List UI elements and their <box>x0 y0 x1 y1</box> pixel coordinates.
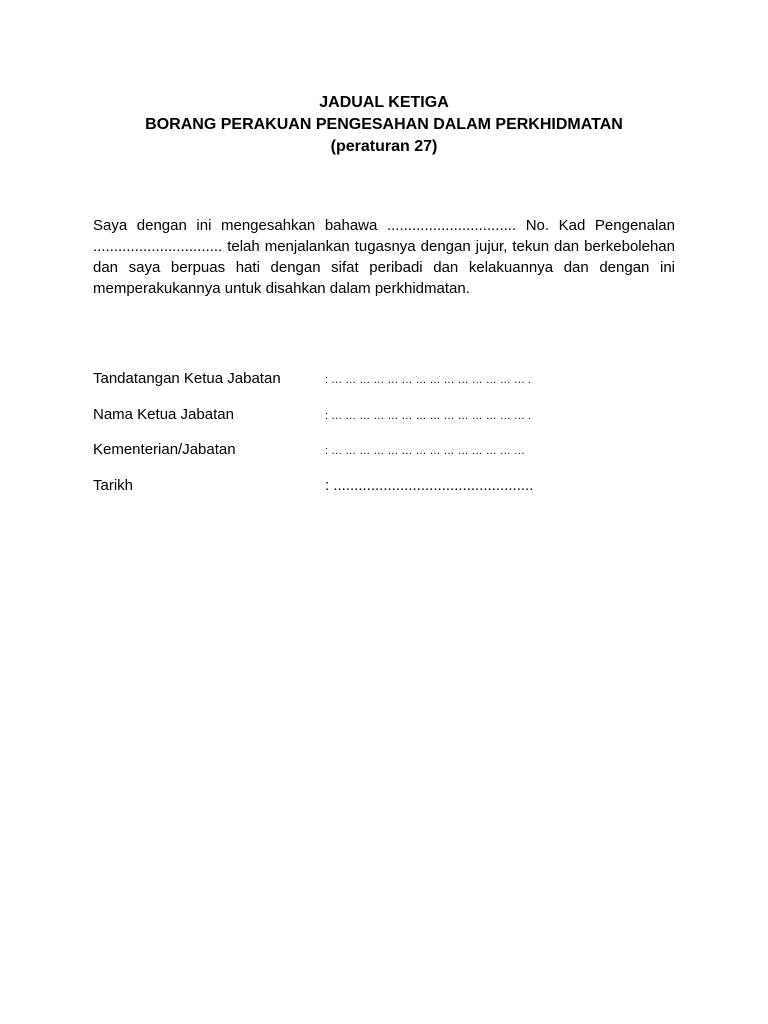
field-blank-date: : ................................................ <box>325 476 534 494</box>
form-title: BORANG PERAKUAN PENGESAHAN DALAM PERKHIDMATAN <box>145 116 623 133</box>
field-label-ministry: Kementerian/Jabatan <box>93 441 236 458</box>
field-row-name <box>93 404 675 440</box>
field-label-date: Tarikh <box>93 476 134 494</box>
field-label-name: Nama Ketua Jabatan <box>93 405 234 423</box>
field-blank-signature: : … … … … … … … … … … … … … … . <box>325 374 531 386</box>
field-row-signature <box>93 368 675 404</box>
field-blank-name: : … … … … … … … … … … … … … … . <box>325 409 531 422</box>
certification-paragraph: Saya dengan ini mengesahkan bahawa ............................... No. Kad Pengenalan ............................... telah menjalankan tugasnya dengan jujur, tekun dan berkebolehan dan saya berpuas hati dengan sifat peribadi dan kelakuannya dan dengan ini memperakukannya untuk disahkan dalam perkhidmatan. <box>93 217 675 297</box>
document-heading <box>0 92 768 158</box>
field-row-ministry <box>93 439 675 475</box>
field-blank-ministry: : … … … … … … … … … … … … … … <box>325 445 525 457</box>
field-row-date <box>93 475 675 511</box>
schedule-title: JADUAL KETIGA <box>319 94 449 111</box>
field-label-signature: Tandatangan Ketua Jabatan <box>93 370 281 387</box>
regulation-reference: (peraturan 27) <box>330 138 438 155</box>
signature-fields <box>93 368 675 510</box>
